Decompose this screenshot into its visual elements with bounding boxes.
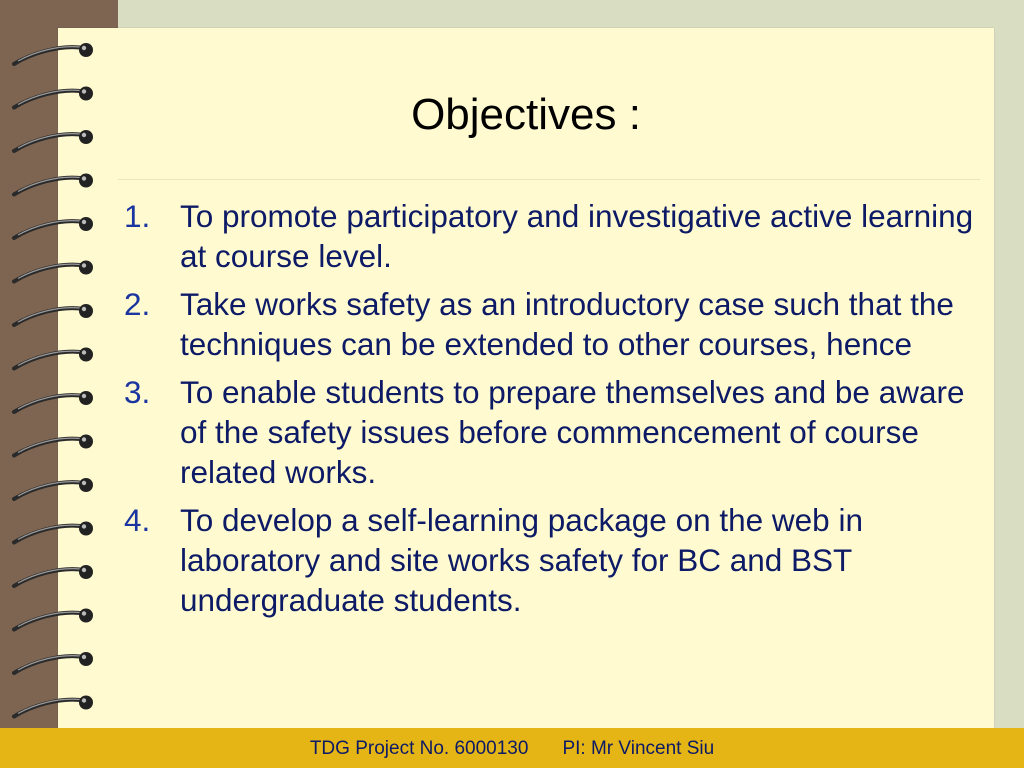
binding-ring xyxy=(14,522,93,543)
footer-pi: PI: Mr Vincent Siu xyxy=(562,738,715,759)
item-number: 3. xyxy=(124,374,151,410)
item-text: To promote participatory and investigative active learning at course level. xyxy=(180,198,974,274)
binding-ring xyxy=(14,435,93,456)
binding-ring xyxy=(14,565,93,586)
binding-ring xyxy=(14,348,93,369)
binding-ring xyxy=(14,304,93,325)
list-item xyxy=(124,372,974,492)
item-text: To enable students to prepare themselves and be aware of the safety issues before commencement of course related works. xyxy=(180,374,965,490)
binding-ring xyxy=(14,609,93,630)
binding-ring xyxy=(14,43,93,64)
list-item xyxy=(124,284,974,364)
footer-project-number: TDG Project No. 6000130 xyxy=(309,738,529,759)
slide-title: Objectives : xyxy=(411,90,641,139)
item-text: To develop a self-learning package on the web in laboratory and site works safety for BC and BST undergraduate students. xyxy=(180,502,863,618)
title-divider xyxy=(118,179,980,180)
item-text: Take works safety as an introductory case such that the techniques can be extended to other courses, hence xyxy=(180,286,954,362)
binding-ring xyxy=(14,696,93,717)
binding-ring xyxy=(14,391,93,412)
binding-ring xyxy=(14,478,93,499)
footer xyxy=(0,738,1024,760)
binding-ring xyxy=(14,261,93,282)
list-item xyxy=(124,500,974,620)
item-number: 1. xyxy=(124,198,151,234)
binding-ring xyxy=(14,174,93,195)
binding-ring xyxy=(14,652,93,673)
binding-ring xyxy=(14,217,93,238)
item-number: 4. xyxy=(124,502,151,538)
objectives-list xyxy=(124,196,974,628)
list-item xyxy=(124,196,974,276)
item-number: 2. xyxy=(124,286,151,322)
